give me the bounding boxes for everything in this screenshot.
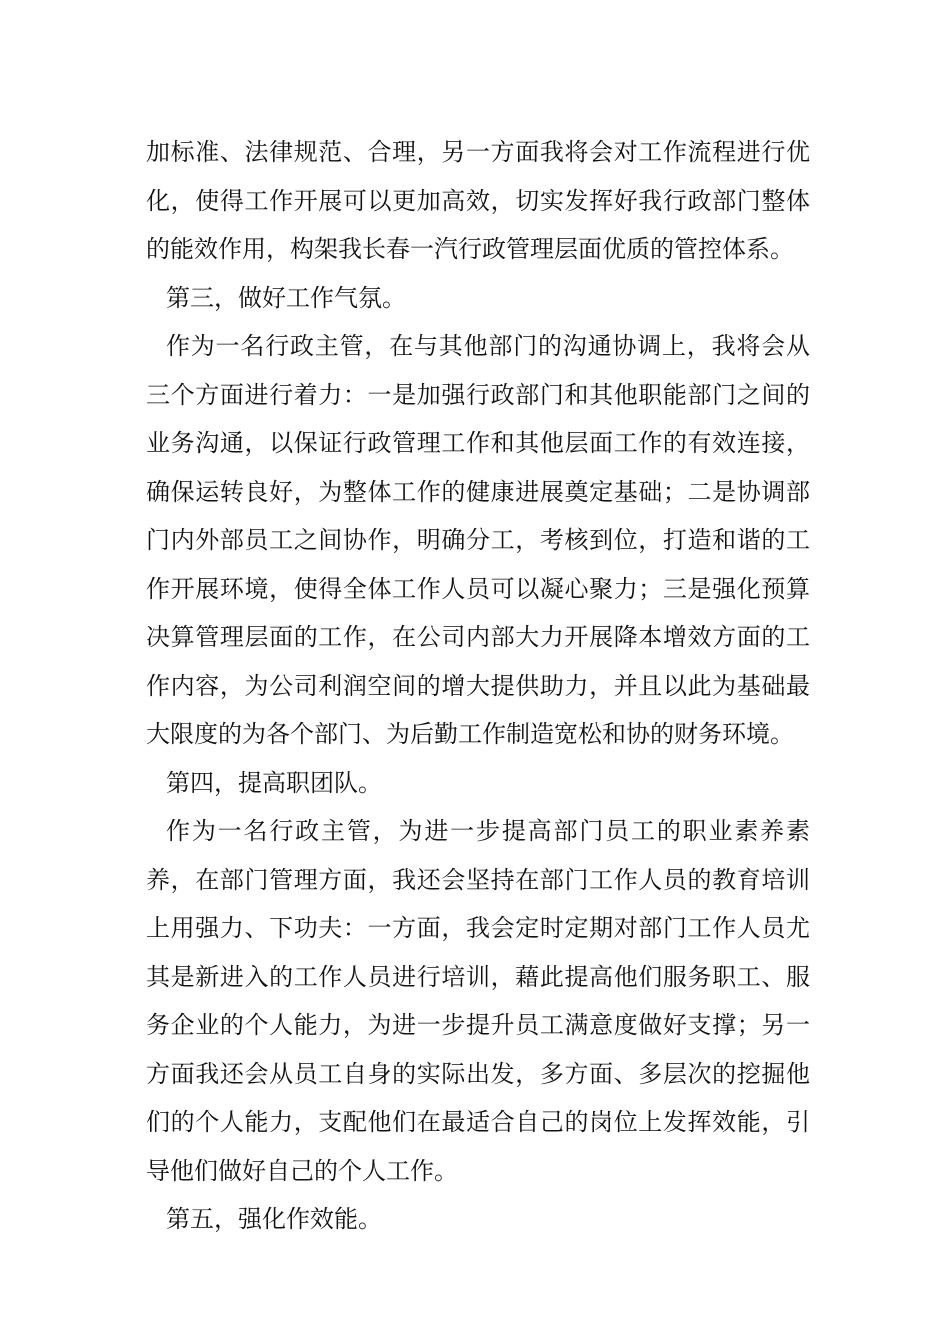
section-heading-fourth: 第四，提高职团队。: [166, 768, 382, 797]
section-heading-fifth: 第五，强化作效能。: [166, 1205, 382, 1233]
paragraph-team-training: 作为一名行政主管，为进一步提高部门员工的职业素养素养，在部门管理方面，我还会坚持在部门工作人员的教育培训上用强力、下功夫：一方面，我会定时定期对部门工作人员尤其是新进入的工作人员进行培训，藉此提高他们服务职工、服务企业的个人能力，为进一步提升员工满意度做好支撑；另一方面我还会从员工自身的实际出发，多方面、多层次的挖掘他们的个人能力，支配他们在最适合自己的岗位上发挥效能，引导他们做好自己的个人工作。: [146, 817, 810, 1185]
section-heading-third: 第三，做好工作气氛。: [166, 283, 406, 312]
paragraph-communication: 作为一名行政主管，在与其他部门的沟通协调上，我将会从三个方面进行着力：一是加强行政部门和其他职能部门之间的业务沟通，以保证行政管理工作和其他层面工作的有效连接，确保运转良好，为整体工作的健康进展奠定基础；二是协调部门内外部员工之间协作，明确分工，考核到位，打造和谐的工作开展环境，使得全体工作人员可以凝心聚力；三是强化预算决算管理层面的工作，在公司内部大力开展降本增效方面的工作内容，为公司利润空间的增大提供助力，并且以此为基础最大限度的为各个部门、为后勤工作制造宽松和协的财务环境。: [146, 332, 810, 748]
document-body: [146, 128, 810, 1244]
paragraph-continuation: 加标准、法律规范、合理，另一方面我将会对工作流程进行优化，使得工作开展可以更加高效，切实发挥好我行政部门整体的能效作用，构架我长春一汽行政管理层面优质的管控体系。: [146, 138, 810, 263]
